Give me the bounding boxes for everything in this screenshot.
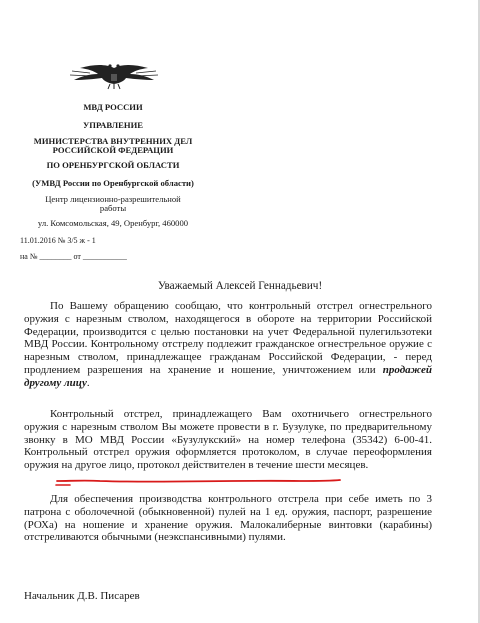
paragraph-1-end: . xyxy=(86,376,90,389)
paragraph-1-text: По Вашему обращению сообщаю, что контрольный отстрел огнестрельного оружия с нарезным стволом, находящегося в обороте на территории Российской Федерации, производится с целью постановки на учет Федеральной пулегильзотеки МВД России. Контрольному отстрелу подлежит гражданское огнестрельное оружие с нарезным стволом, принадлежащее гражданам Российской Федерации, - перед продлением разрешения на хранение и ношение, уничтожением или xyxy=(24,300,432,376)
incoming-line: на № ________ от ___________ xyxy=(20,252,127,261)
paragraph-3: Для обеспечения производства контрольного отстрела при себе иметь по 3 патрона с оболочечной (обыкновенной) пулей на 1 ед. оружия, паспорт, разрешение (РОХа) на ношение и хранение оружия. Малокалиберные винтовки (карабины) отстреливаются обычными (неэкспансивными) пулями. xyxy=(24,493,432,544)
reference-line: 11.01.2016 № 3/5 ж - 1 xyxy=(20,236,96,245)
address: ул. Комсомольская, 49, Оренбург, 460000 xyxy=(37,218,189,228)
paragraph-1-emphasis: продажей другому лицу xyxy=(24,363,433,389)
center-line1: Центр лицензионно-разрешительной xyxy=(45,194,181,204)
greeting: Уважаемый Алексей Геннадьевич! xyxy=(157,280,323,292)
region: ПО ОРЕНБУРГСКОЙ ОБЛАСТИ xyxy=(46,160,180,170)
department-abbrev: (УМВД России по Оренбургской области) xyxy=(32,178,194,188)
ministry-full-line1: МИНИСТЕРСТВА ВНУТРЕННИХ ДЕЛ xyxy=(33,136,193,146)
signature: Начальник Д.В. Писарев xyxy=(24,590,140,602)
ministry-short: МВД РОССИИ xyxy=(83,102,143,112)
ministry-full-line2: РОССИЙСКОЙ ФЕДЕРАЦИИ xyxy=(52,145,174,155)
paragraph-2: Контрольный отстрел, принадлежащего Вам охотничьего огнестрельного оружия с нарезным стволом Вы можете провести в г. Бузулуке, по предварительному звонку в МО МВД России «Бузулукский» на номер телефона (35342) 6-00-41. Контрольный отстрел оружия оформляется протоколом, в случае переоформления оружия на другое лицо, протокол действителен в течение шести месяцев. xyxy=(24,408,432,472)
department: УПРАВЛЕНИЕ xyxy=(83,120,143,130)
center-line2: работы xyxy=(99,203,127,213)
